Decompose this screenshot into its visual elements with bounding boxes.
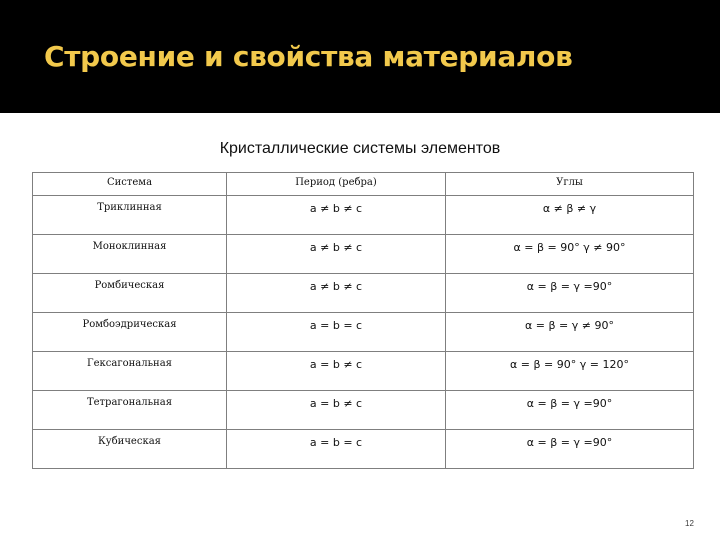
table-row	[33, 274, 694, 313]
table-row	[33, 391, 694, 430]
system-name-cell: Гексагональная	[33, 352, 227, 391]
angles-cell: α = β = γ =90°	[446, 391, 694, 430]
angles-cell: α = β = γ =90°	[446, 430, 694, 469]
table-row	[33, 196, 694, 235]
angles-cell: α ≠ β ≠ γ	[446, 196, 694, 235]
table-row	[33, 430, 694, 469]
slide-header	[0, 0, 720, 113]
period-cell: a = b = c	[227, 313, 446, 352]
column-header-period: Период (ребра)	[227, 173, 446, 196]
angles-cell: α = β = γ ≠ 90°	[446, 313, 694, 352]
column-header-system: Система	[33, 173, 227, 196]
page-number: 12	[685, 519, 694, 528]
system-name-cell: Моноклинная	[33, 235, 227, 274]
table-caption: Кристаллические системы элементов	[219, 140, 501, 157]
table-row	[33, 313, 694, 352]
column-header-angles: Углы	[446, 173, 694, 196]
system-name-cell: Триклинная	[33, 196, 227, 235]
table-row	[33, 352, 694, 391]
system-name-cell: Тетрагональная	[33, 391, 227, 430]
slide-title: Строение и свойства материалов	[44, 40, 573, 73]
period-cell: a ≠ b ≠ c	[227, 274, 446, 313]
period-cell: a ≠ b ≠ c	[227, 235, 446, 274]
angles-cell: α = β = 90° γ ≠ 90°	[446, 235, 694, 274]
period-cell: a ≠ b ≠ c	[227, 196, 446, 235]
system-name-cell: Кубическая	[33, 430, 227, 469]
period-cell: a = b ≠ c	[227, 391, 446, 430]
angles-cell: α = β = 90° γ = 120°	[446, 352, 694, 391]
period-cell: a = b = c	[227, 430, 446, 469]
system-name-cell: Ромбоэдрическая	[33, 313, 227, 352]
period-cell: a = b ≠ c	[227, 352, 446, 391]
table-header-row	[33, 173, 694, 196]
crystal-systems-table	[32, 172, 694, 469]
table-row	[33, 235, 694, 274]
angles-cell: α = β = γ =90°	[446, 274, 694, 313]
system-name-cell: Ромбическая	[33, 274, 227, 313]
